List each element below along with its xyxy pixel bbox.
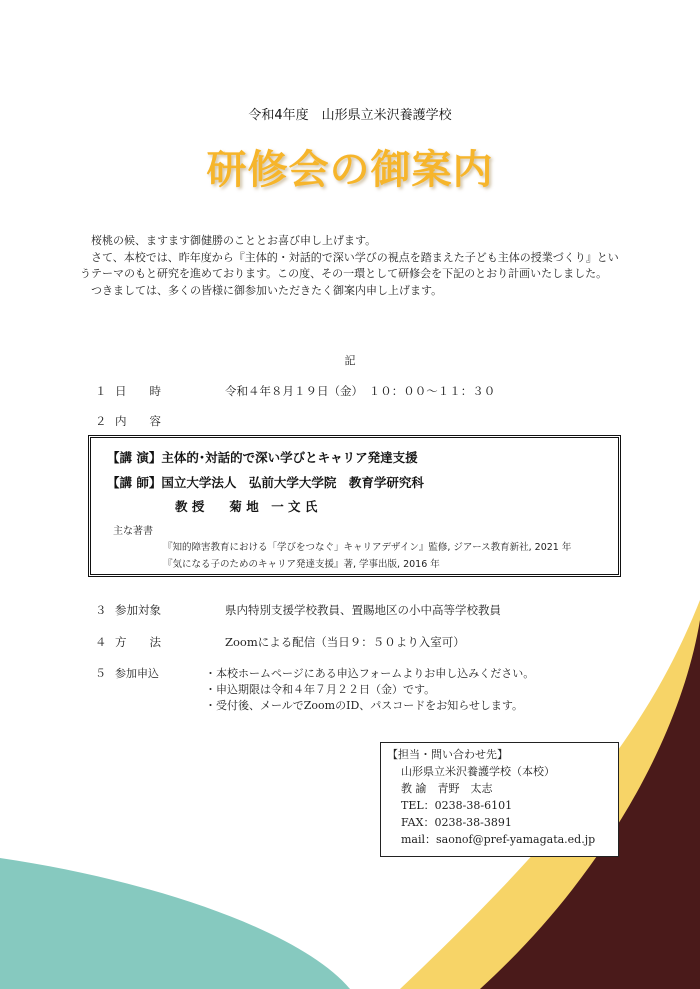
contact-fax: FAX：0238-38-3891 bbox=[401, 816, 512, 829]
item-number: １ bbox=[95, 384, 107, 398]
item-label: 内 容 bbox=[115, 414, 161, 428]
apply-list bbox=[205, 666, 534, 714]
contact-mail[interactable]: mail：saonof@pref-yamagata.ed.jp bbox=[401, 833, 596, 846]
contact-box bbox=[380, 742, 619, 857]
contact-person: 教 諭 青野 太志 bbox=[401, 782, 493, 795]
content-box bbox=[88, 435, 621, 577]
item-value: 令和４年８月１９日（金） １０：００～１１：３０ bbox=[225, 384, 496, 398]
school-subtitle: 令和4年度 山形県立米沢養護学校 bbox=[248, 108, 452, 123]
contact-heading: 【担当・問い合わせ先】 bbox=[387, 748, 508, 761]
item-label: 日 時 bbox=[115, 384, 161, 398]
item-date bbox=[95, 383, 495, 399]
page-title: 研修会の御案内 bbox=[206, 147, 494, 193]
intro-paragraph: つきましては、多くの皆様に御参加いただきたく御案内申し上げます。 bbox=[91, 283, 443, 297]
intro-paragraph: さて、本校では、昨年度から『主体的・対話的で深い学びの視点を踏まえた子ども主体の授業づくり』というテーマのもと研究を進めております。この度、その一環として研修会を下記のとおり計画いたしました。 bbox=[80, 250, 619, 280]
item-number: ４ bbox=[95, 635, 107, 649]
item-label: 方 法 bbox=[115, 635, 161, 649]
apply-line: ・受付後、メールでZoomのID、パスコードをお知らせします。 bbox=[205, 699, 524, 712]
item-value: 県内特別支援学校教員、置賜地区の小中高等学校教員 bbox=[225, 603, 501, 617]
intro-text bbox=[80, 233, 620, 299]
ki-heading: 記 bbox=[344, 354, 356, 367]
item-label: 参加申込 bbox=[115, 667, 159, 680]
item-label: 参加対象 bbox=[115, 603, 161, 617]
contact-school: 山形県立米沢養護学校（本校） bbox=[401, 765, 555, 778]
lecturer-org: 【講 師】国立大学法人 弘前大学大学院 教育学研究科 bbox=[107, 475, 424, 490]
apply-line: ・本校ホームページにある申込フォームよりお申し込みください。 bbox=[205, 667, 535, 680]
item-value: Zoomによる配信（当日９：５０より入室可） bbox=[225, 635, 465, 649]
item-number: ３ bbox=[95, 603, 107, 617]
works-heading: 主な著書 bbox=[113, 526, 153, 537]
lecture-title: 【講 演】主体的･対話的で深い学びとキャリア発達支援 bbox=[107, 450, 418, 465]
item-method bbox=[95, 634, 465, 650]
item-content bbox=[95, 413, 225, 429]
item-number: ５ bbox=[95, 667, 106, 680]
intro-paragraph: 桜桃の候、ますます御健勝のこととお喜び申し上げます。 bbox=[91, 234, 377, 247]
contact-tel: TEL：0238-38-6101 bbox=[401, 799, 513, 812]
lecturer-name: 教 授 菊 地 一 文 氏 bbox=[175, 499, 318, 514]
work-item: 『気になる子のためのキャリア発達支援』著, 学事出版, 2016 年 bbox=[163, 559, 440, 570]
item-number: ２ bbox=[95, 414, 107, 428]
item-apply bbox=[95, 666, 534, 714]
item-target bbox=[95, 602, 501, 618]
apply-line: ・申込期限は令和４年７月２２日（金）です。 bbox=[205, 683, 436, 696]
work-item: 『知的障害教育における「学びをつなぐ」キャリアデザイン』監修, ジアース教育新社, 2021 年 bbox=[163, 542, 572, 553]
